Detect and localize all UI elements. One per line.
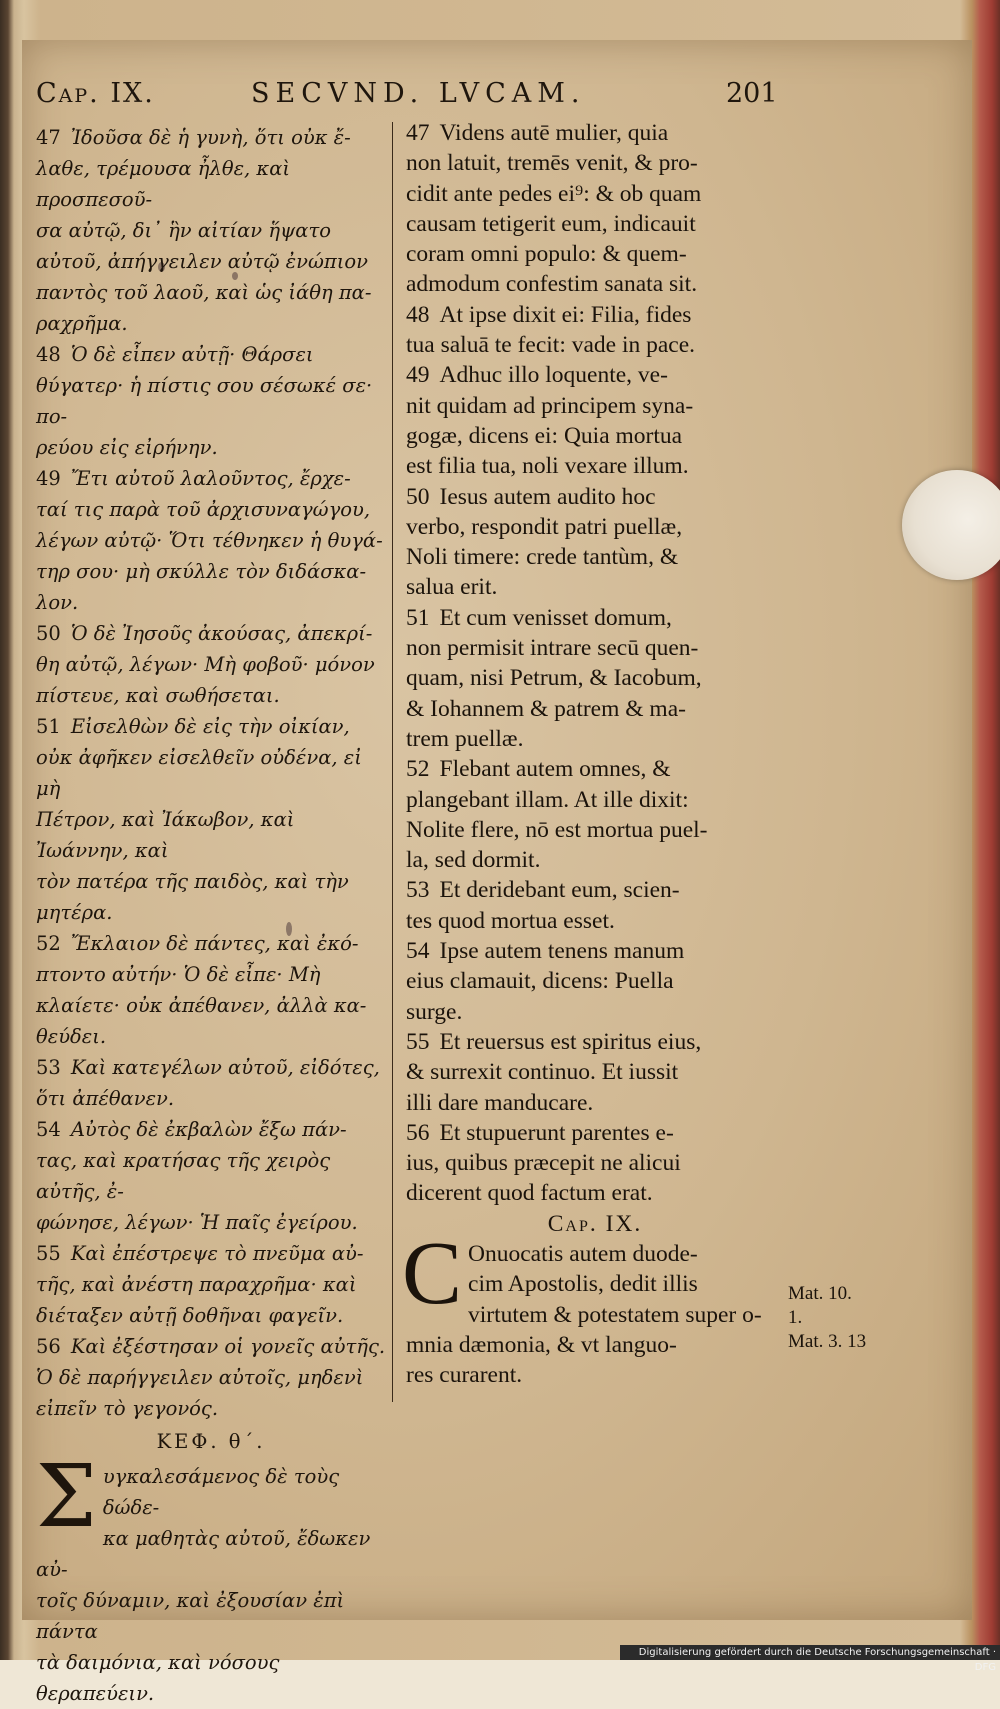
chapter-title: Cap. IX. <box>547 1210 643 1237</box>
verse-text: Ipse autem tenens manum <box>439 938 685 965</box>
latin-verse-line <box>406 572 784 602</box>
verse-text: Αὐτὸς δὲ ἐκβαλὼν ἔξω πάν- <box>70 1118 347 1141</box>
latin-verse-line <box>406 1178 784 1208</box>
verse-text: ταί τις παρὰ τοῦ ἀρχισυναγώγου, <box>36 498 371 521</box>
verse-text: est filia tua, noli vexare illum. <box>406 453 689 480</box>
greek-verse-line <box>36 990 386 1021</box>
greek-verse-line: υγκαλεσάμενος δὲ τοὺς δώδε- <box>102 1465 340 1519</box>
running-header <box>36 78 776 118</box>
verse-text: Nolite flere, nō est mortua puel- <box>406 816 708 843</box>
verse-text: διέταξεν αὐτῇ δοθῆναι φαγεῖν. <box>36 1304 344 1327</box>
verse-text: λαθε, τρέμουσα ἦλθε, καὶ προσπεσοῦ- <box>36 157 291 211</box>
verse-text: τηρ σου· μὴ σκύλλε τὸν διδάσκα- <box>36 560 367 583</box>
latin-verse-line <box>406 936 784 966</box>
greek-verse-line <box>36 277 386 308</box>
verse-number: 49 <box>406 362 430 389</box>
latin-verse-line: mnia dæmonia, & vt languo- <box>406 1331 677 1358</box>
verse-number: 51 <box>406 604 430 631</box>
verse-text: παντὸς τοῦ λαοῦ, καὶ ὡς ἰάθη πα- <box>36 281 372 304</box>
greek-verse-line <box>36 1052 386 1083</box>
verse-text: Καὶ ἐξέστησαν οἱ γονεῖς αὐτῆς. <box>70 1335 386 1358</box>
greek-verse-line <box>36 432 386 463</box>
greek-verse-line <box>36 463 386 494</box>
greek-verse-line <box>36 153 386 215</box>
greek-verse-line <box>36 308 386 339</box>
greek-verse-line <box>36 897 386 928</box>
verse-text: non latuit, tremēs venit, & pro- <box>406 150 698 177</box>
verse-text: Καὶ ἐπέστρεψε τὸ πνεῦμα αὐ- <box>70 1242 364 1265</box>
verse-text: σα αὐτῷ, δι᾽ ἣν αἰτίαν ἥψατο <box>36 219 331 242</box>
verse-number: 50 <box>406 483 430 510</box>
verse-text: coram omni populo: & quem- <box>406 241 687 268</box>
verse-text: dicerent quod factum erat. <box>406 1180 653 1207</box>
verse-number: 51 <box>36 715 61 738</box>
verse-number: 50 <box>36 622 61 645</box>
verse-text: & surrexit continuo. Et iussit <box>406 1059 679 1086</box>
verse-text: εἰπεῖν τὸ γεγονός. <box>36 1397 219 1420</box>
verse-text: Adhuc illo loquente, ve- <box>439 362 668 389</box>
verse-text: Flebant autem omnes, & <box>439 756 671 783</box>
greek-verse-line <box>36 1238 386 1269</box>
latin-verse-line <box>406 1027 784 1057</box>
latin-verse-line <box>406 754 784 784</box>
greek-verse-line <box>36 680 386 711</box>
verse-text: verbo, respondit patri puellæ, <box>406 513 683 540</box>
latin-verse-line <box>406 512 784 542</box>
verse-text: quam, nisi Petrum, & Iacobum, <box>406 665 702 692</box>
greek-verse-line <box>36 122 386 153</box>
greek-verse-line <box>36 649 386 680</box>
verse-text: Ὁ δὲ Ἰησοῦς ἀκούσας, ἀπεκρί- <box>70 622 373 645</box>
latin-verse-line <box>406 815 784 845</box>
column-divider <box>392 122 393 1402</box>
greek-verse-line: τοῖς δύναμιν, καὶ ἐξουσίαν ἐπὶ πάντα <box>36 1589 345 1643</box>
latin-verse-line <box>406 906 784 936</box>
latin-verse-line <box>406 724 784 754</box>
verse-text: Ἔκλαιον δὲ πάντες, καὶ ἐκό- <box>70 932 359 955</box>
greek-verse-line <box>36 494 386 525</box>
greek-verse-line <box>36 866 386 897</box>
verse-text: φώνησε, λέγων· Ἡ παῖς ἐγείρου. <box>36 1211 358 1234</box>
latin-verse-line <box>406 148 784 178</box>
greek-verse-line <box>36 246 386 277</box>
verse-text: Ὁ δὲ παρήγγειλεν αὐτοῖς, μηδενὶ <box>36 1366 364 1389</box>
greek-verse-line <box>36 1021 386 1052</box>
verse-text: τῆς, καὶ ἀνέστη παραχρῆμα· καὶ <box>36 1273 357 1296</box>
greek-verse-line <box>36 1300 386 1331</box>
latin-verse-line <box>406 785 784 815</box>
margin-reference: 1. <box>788 1307 803 1328</box>
greek-verse-line <box>36 1083 386 1114</box>
verse-text: Εἰσελθὼν δὲ εἰς τὴν οἰκίαν, <box>70 715 350 738</box>
verse-text: non permisit intrare secū quen- <box>406 635 699 662</box>
latin-verse-line <box>406 451 784 481</box>
greek-verse-line <box>36 1331 386 1362</box>
greek-verse-line <box>36 556 386 587</box>
verse-text: Ἔτι αὐτοῦ λαλοῦντος, ἔρχε- <box>70 467 351 490</box>
verse-text: Noli timere: crede tantùm, & <box>406 544 679 571</box>
verse-number: 55 <box>406 1028 430 1055</box>
latin-verse-line <box>406 330 784 360</box>
verse-text: ὅτι ἀπέθανεν. <box>36 1087 175 1110</box>
greek-verse-line <box>36 618 386 649</box>
verse-text: αὐτοῦ, ἀπήγγειλεν αὐτῷ ἐνώπιον <box>36 250 368 273</box>
chapter-opening <box>36 1447 386 1709</box>
verse-text: Et cum venisset domum, <box>439 604 672 631</box>
latin-verse-line <box>406 542 784 572</box>
latin-verse-line <box>406 997 784 1027</box>
verse-text: Καὶ κατεγέλων αὐτοῦ, εἰδότες, <box>70 1056 380 1079</box>
greek-verse-line <box>36 525 386 556</box>
greek-verse-line <box>36 1269 386 1300</box>
verse-text: θη αὐτῷ, λέγων· Μὴ φοβοῦ· μόνον <box>36 653 375 676</box>
page-number: 201 <box>726 78 778 109</box>
verse-text: causam tetigerit eum, indicauit <box>406 210 696 237</box>
greek-verse-line <box>36 215 386 246</box>
latin-verse-line <box>406 845 784 875</box>
greek-verse-line <box>36 1362 386 1393</box>
verse-text: θύγατερ· ἡ πίστις σου σέσωκέ σε· πο- <box>36 374 373 428</box>
latin-verse-line <box>406 875 784 905</box>
margin-reference: Mat. 10. <box>788 1283 852 1304</box>
margin-reference: Mat. 3. 13 <box>788 1331 867 1352</box>
verse-text: nit quidam ad principem syna- <box>406 392 694 419</box>
latin-verse-line <box>406 118 784 148</box>
greek-verse-line <box>36 1207 386 1238</box>
greek-verse-line <box>36 742 386 804</box>
greek-verse-line: τὰ δαιμόνια, καὶ νόσους θεραπεύειν. <box>36 1651 280 1705</box>
verse-text: Et stupuerunt parentes e- <box>439 1119 674 1146</box>
verse-number: 47 <box>406 120 430 146</box>
verse-text: Videns autē mulier, quia <box>439 120 669 146</box>
chapter-label: Cap. IX. <box>36 78 155 109</box>
verse-text: τὸν πατέρα τῆς παιδὸς, καὶ τὴν <box>36 870 349 893</box>
verse-text: ρεύου εἰς εἰρήνην. <box>36 436 218 459</box>
verse-text: ραχρῆμα. <box>36 312 128 335</box>
verse-text: la, sed dormit. <box>406 847 541 874</box>
latin-verse-line <box>406 1118 784 1148</box>
latin-verse-line <box>406 179 784 209</box>
verse-text: gogæ, dicens ei: Quia mortua <box>406 422 683 449</box>
verse-text: tes quod mortua esset. <box>406 907 615 934</box>
verse-number: 48 <box>36 343 61 366</box>
verse-text: πίστευε, καὶ σωθήσεται. <box>36 684 280 707</box>
greek-verse-line <box>36 711 386 742</box>
verse-number: 49 <box>36 467 61 490</box>
verse-text: λέγων αὐτῷ· Ὅτι τέθνηκεν ἡ θυγά- <box>36 529 383 552</box>
latin-verse-line <box>406 966 784 996</box>
latin-verse-line <box>406 663 784 693</box>
verse-number: 48 <box>406 301 430 328</box>
greek-verse-line <box>36 1145 386 1207</box>
verse-number: 56 <box>406 1119 430 1146</box>
verse-text: Ὁ δὲ εἶπεν αὐτῇ· Θάρσει <box>70 343 314 366</box>
greek-verse-line: κα μαθητὰς αὐτοῦ, ἔδωκεν αὐ- <box>36 1527 371 1581</box>
verse-number: 54 <box>36 1118 61 1141</box>
verse-text: eius clamauit, dicens: Puella <box>406 968 674 995</box>
greek-verse-line <box>36 928 386 959</box>
margin-references <box>788 1282 878 1354</box>
verse-text: Πέτρον, καὶ Ἰάκωβον, καὶ Ἰωάννην, καὶ <box>36 808 295 862</box>
greek-column <box>36 122 386 1709</box>
verse-text: Ἰδοῦσα δὲ ἡ γυνὴ, ὅτι οὐκ ἔ- <box>70 126 351 149</box>
latin-verse-line <box>406 209 784 239</box>
latin-verse-line <box>406 269 784 299</box>
latin-verse-line <box>406 421 784 451</box>
greek-verse-line <box>36 370 386 432</box>
verse-number: 55 <box>36 1242 61 1265</box>
latin-verse-line <box>406 694 784 724</box>
latin-verse-line <box>406 482 784 512</box>
verse-text: illi dare manducare. <box>406 1089 594 1116</box>
verse-text: surge. <box>406 998 463 1025</box>
verse-text: τας, καὶ κρατήσας τῆς χειρὸς αὐτῆς, ἐ- <box>36 1149 331 1203</box>
verse-text: λον. <box>36 591 79 614</box>
dfg-banner: Digitalisierung gefördert durch die Deutsche Forschungsgemeinschaft · DFG <box>620 1645 1000 1660</box>
verse-text: πτοντο αὐτήν· Ὁ δὲ εἶπε· Μὴ <box>36 963 321 986</box>
verse-number: 53 <box>36 1056 61 1079</box>
verse-text: θεύδει. <box>36 1025 107 1048</box>
verse-number: 47 <box>36 126 61 149</box>
drop-cap: C <box>402 1223 463 1323</box>
verse-number: 53 <box>406 877 430 904</box>
verse-text: Iesus autem audito hoc <box>439 483 656 510</box>
book-title: SECVND. LVCAM. <box>251 78 586 109</box>
verse-text: κλαίετε· οὐκ ἀπέθανεν, ἀλλὰ κα- <box>36 994 367 1017</box>
verse-text: admodum confestim sanata sit. <box>406 271 698 298</box>
latin-verse-line: virtutem & potestatem super o- <box>468 1301 762 1328</box>
verse-text: plangebant illam. At ille dixit: <box>406 786 689 813</box>
latin-verse-line <box>406 633 784 663</box>
verse-text: μητέρα. <box>36 901 113 924</box>
latin-verse-line <box>406 1057 784 1087</box>
latin-verse-line <box>406 300 784 330</box>
verse-text: salua erit. <box>406 574 498 601</box>
latin-verse-line: Onuocatis autem duode- <box>468 1240 698 1267</box>
verse-text: οὐκ ἀφῆκεν εἰσελθεῖν οὐδένα, εἰ μὴ <box>36 746 362 800</box>
verse-text: trem puellæ. <box>406 725 524 752</box>
chapter-title: ΚΕΦ. θ΄. <box>156 1430 266 1453</box>
greek-verse-line <box>36 804 386 866</box>
latin-verse-line <box>406 239 784 269</box>
verse-text: Et deridebant eum, scien- <box>439 877 680 904</box>
latin-verse-line <box>406 603 784 633</box>
verse-text: At ipse dixit ei: Filia, fides <box>439 301 692 328</box>
verse-number: 52 <box>406 756 430 783</box>
verse-text: ius, quibus præcepit ne alicui <box>406 1150 681 1177</box>
latin-column <box>402 118 784 1390</box>
verse-number: 52 <box>36 932 61 955</box>
greek-verse-line <box>36 339 386 370</box>
greek-verse-line <box>36 959 386 990</box>
verse-number: 54 <box>406 938 430 965</box>
latin-verse-line <box>406 1148 784 1178</box>
greek-verse-line <box>36 587 386 618</box>
latin-verse-line <box>406 1088 784 1118</box>
latin-verse-line: res curarent. <box>406 1362 523 1389</box>
verse-number: 56 <box>36 1335 61 1358</box>
verse-text: Et reuersus est spiritus eius, <box>439 1028 702 1055</box>
verse-text: cidit ante pedes ei⁹: & ob quam <box>406 180 702 207</box>
verse-text: & Iohannem & patrem & ma- <box>406 695 686 722</box>
greek-verse-line <box>36 1114 386 1145</box>
drop-cap: Σ <box>36 1447 97 1547</box>
verse-text: tua saluā te fecit: vade in pace. <box>406 332 696 359</box>
greek-verse-line <box>36 1393 386 1424</box>
latin-verse-line <box>406 391 784 421</box>
latin-verse-line <box>406 360 784 390</box>
latin-verse-line: cim Apostolis, dedit illis <box>468 1271 698 1298</box>
